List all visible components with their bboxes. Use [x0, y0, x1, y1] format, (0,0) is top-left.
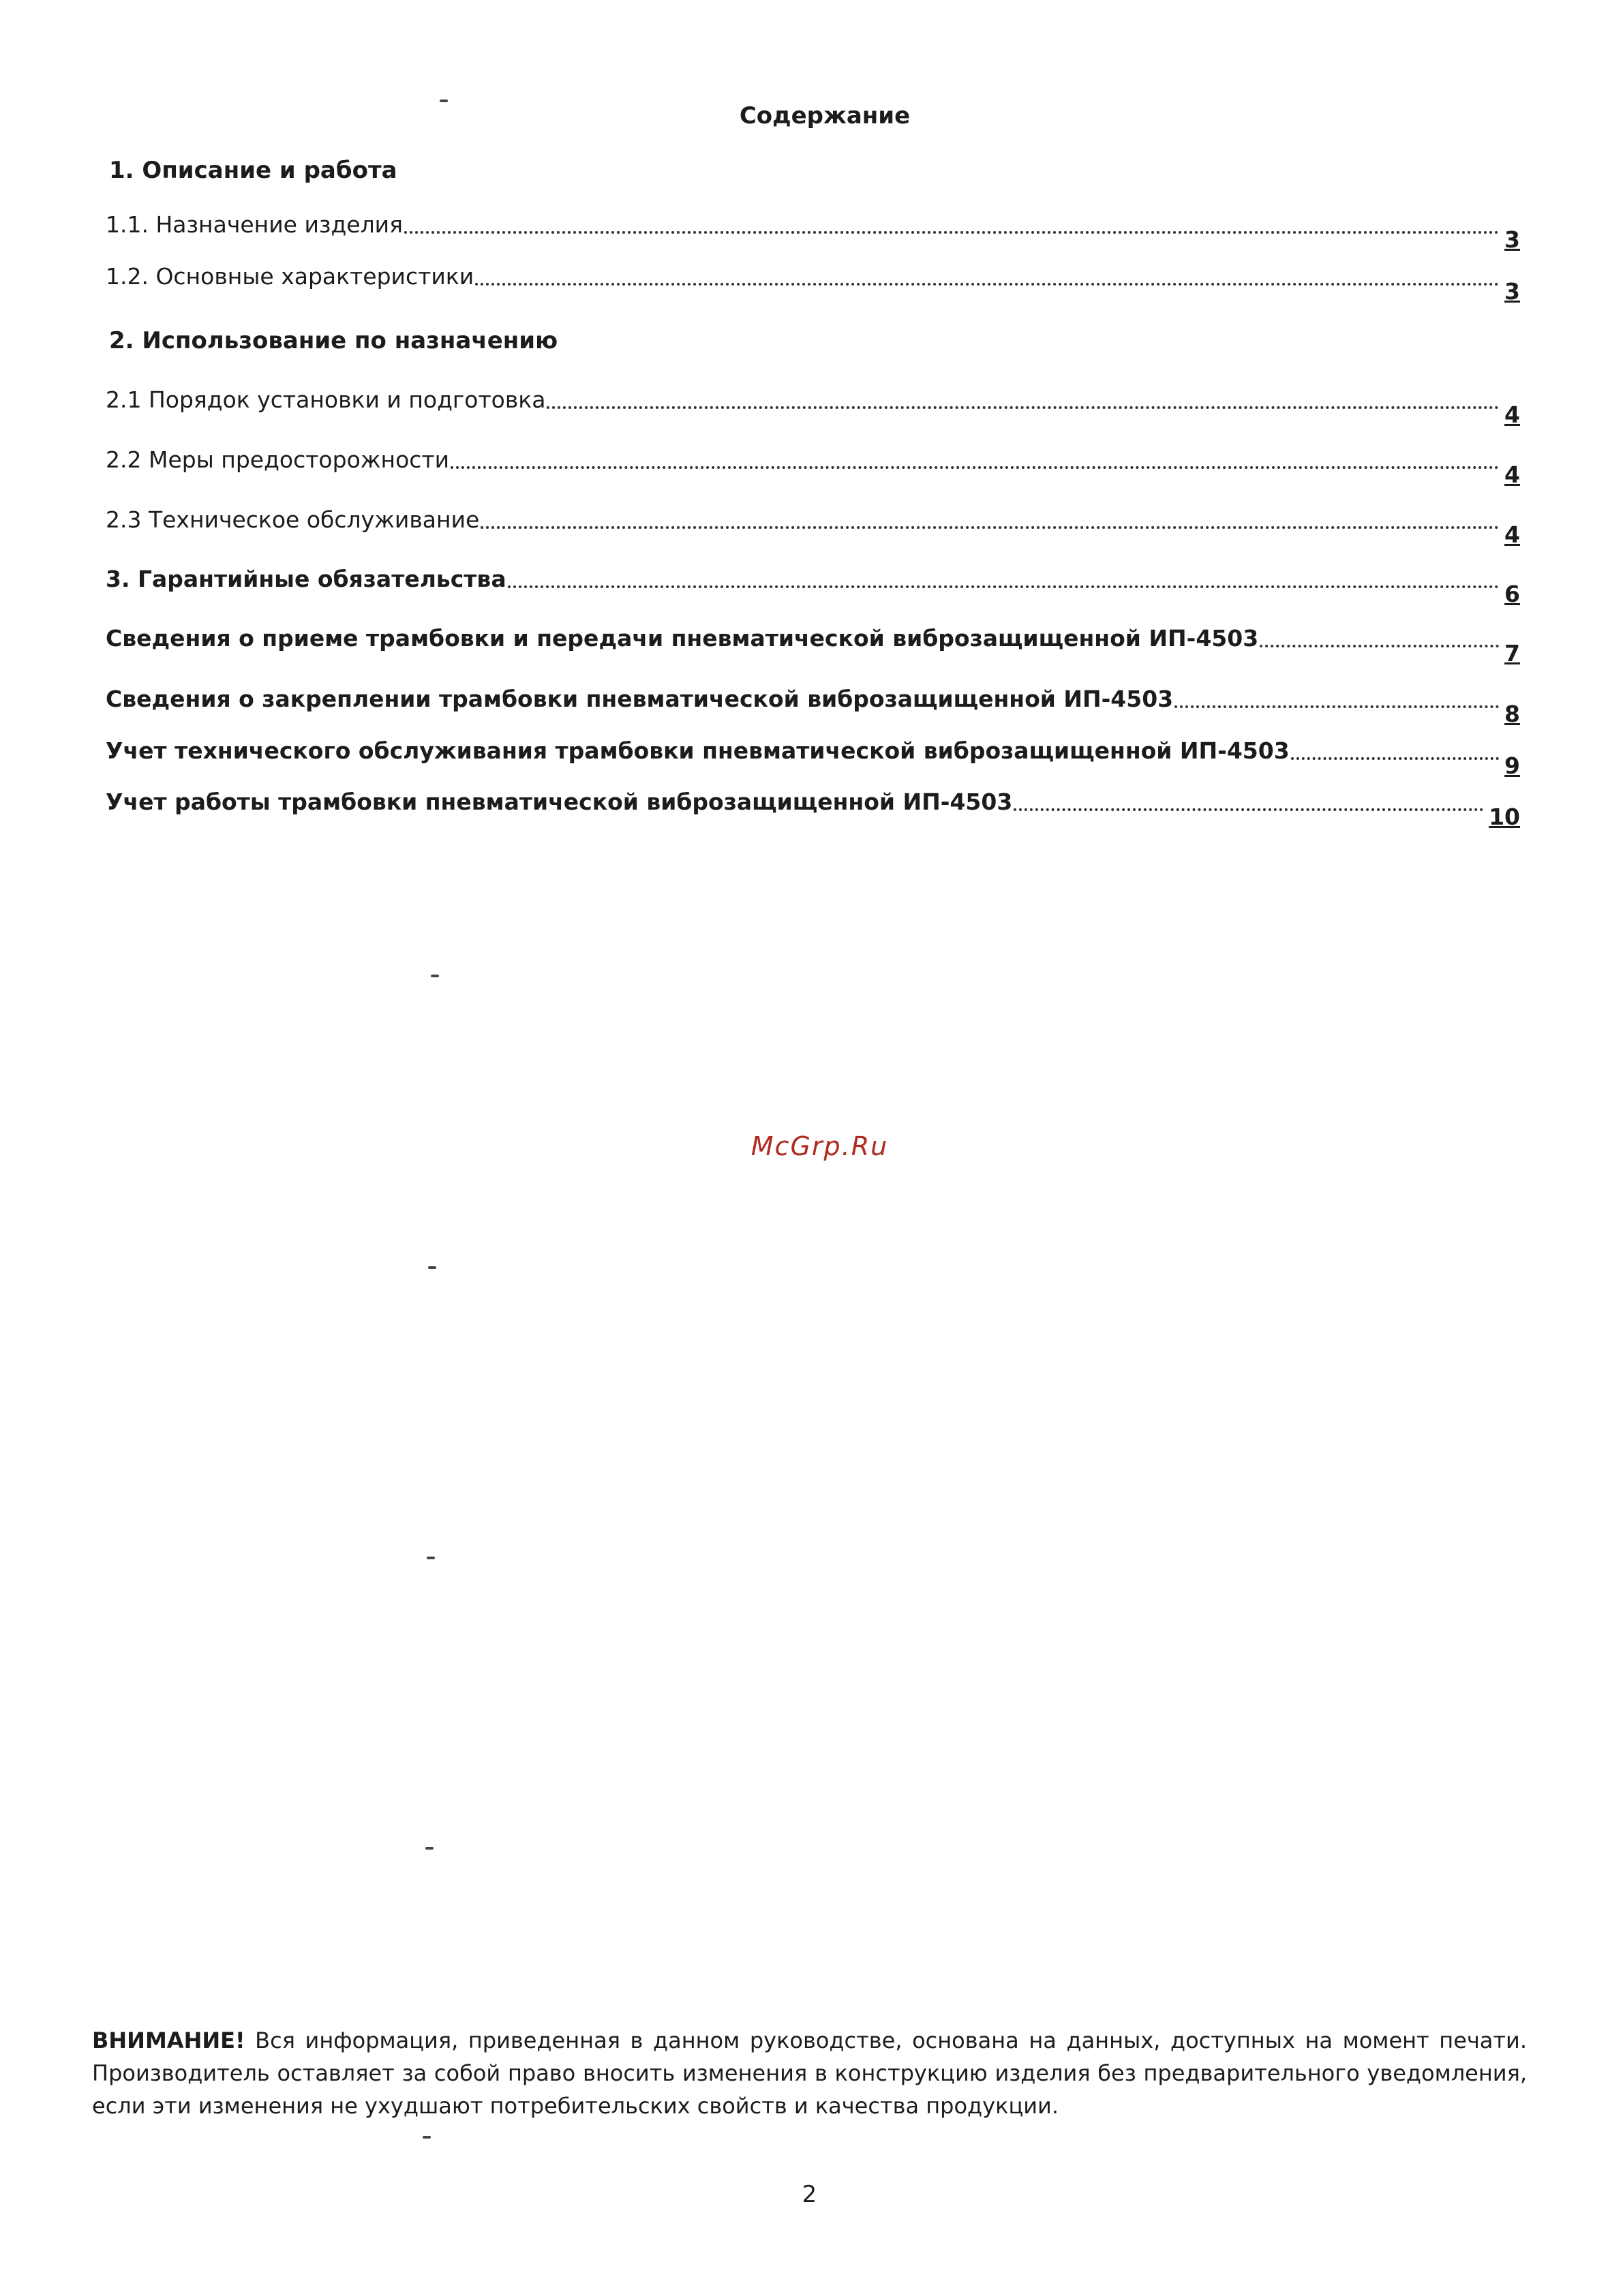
watermark: McGrp.Ru — [750, 1131, 889, 1161]
toc-dot-leader — [404, 230, 1499, 234]
scan-speck — [431, 975, 439, 977]
toc-entry-page: 6 — [1504, 581, 1520, 607]
scan-speck — [427, 1557, 435, 1559]
toc-entry — [106, 211, 1520, 253]
notice-paragraph — [92, 2024, 1527, 2122]
toc-entry-page: 8 — [1504, 701, 1520, 727]
toc-entry-page: 4 — [1504, 461, 1520, 488]
toc-entry-label: 2.3 Техническое обслуживание — [106, 506, 480, 533]
toc-entry — [106, 386, 1520, 428]
toc-entry-label: Учет работы трамбовки пневматической виброзащищенной ИП-4503 — [106, 789, 1013, 815]
toc-entry-assignment — [106, 686, 1520, 727]
toc-entry-page: 3 — [1504, 278, 1520, 305]
toc-entry-label: Сведения о приеме трамбовки и передачи пневматической виброзащищенной ИП-4503 — [106, 625, 1259, 652]
toc-dot-leader — [475, 282, 1499, 286]
toc-entry-page: 10 — [1489, 803, 1520, 830]
toc-entry-label: 1.2. Основные характеристики — [106, 263, 474, 290]
toc-entry-page: 7 — [1504, 640, 1520, 667]
toc-dot-leader — [1014, 808, 1483, 811]
notice-heading: ВНИМАНИЕ! — [92, 2027, 245, 2053]
page-title: Содержание — [739, 102, 911, 129]
toc-entry-label: Сведения о закреплении трамбовки пневматической виброзащищенной ИП-4503 — [106, 686, 1174, 712]
toc-entry-page: 3 — [1504, 226, 1520, 253]
toc-entry-maintenance-log — [106, 737, 1520, 779]
toc-entry-label: Учет технического обслуживания трамбовки пневматической виброзащищенной ИП-4503 — [106, 737, 1290, 764]
toc-entry — [106, 506, 1520, 548]
toc-entry-label: 2.1 Порядок установки и подготовка — [106, 386, 546, 413]
toc-entry-label: 1.1. Назначение изделия — [106, 211, 403, 238]
scan-speck — [428, 1266, 436, 1269]
toc-dot-leader — [508, 585, 1499, 588]
toc-entry-page: 4 — [1504, 401, 1520, 428]
toc-entry — [106, 446, 1520, 488]
toc-entry — [106, 263, 1520, 305]
toc-dot-leader — [1174, 705, 1499, 708]
toc-dot-leader — [1260, 644, 1499, 647]
toc-entry-page: 9 — [1504, 752, 1520, 779]
toc-dot-leader — [481, 525, 1499, 529]
toc-entry-work-log — [106, 789, 1520, 830]
toc-dot-leader — [547, 405, 1499, 409]
toc-dot-leader — [1291, 756, 1499, 760]
toc-section-heading: 1. Описание и работа — [109, 157, 397, 184]
toc-section-heading: 2. Использование по назначению — [109, 327, 558, 354]
page-number: 2 — [802, 2181, 817, 2208]
toc-entry-acceptance — [106, 625, 1520, 667]
toc-entry-label: 2.2 Меры предосторожности — [106, 446, 450, 473]
toc-entry-warranty — [106, 566, 1520, 607]
scan-speck — [423, 2136, 431, 2139]
toc-dot-leader — [451, 465, 1499, 469]
toc-entry-page: 4 — [1504, 521, 1520, 548]
toc-entry-label: 3. Гарантийные обязательства — [106, 566, 506, 592]
scan-speck — [440, 100, 448, 102]
scan-speck — [425, 1847, 434, 1850]
notice-text: Вся информация, приведенная в данном руководстве, основана на данных, доступных на момент печати. Производитель оставляет за собой право вносить изменения в конструкцию изделия без предварительного уведомления, если эти изменения не ухудшают потребительских свойств и качества продукции. — [92, 2027, 1528, 2119]
